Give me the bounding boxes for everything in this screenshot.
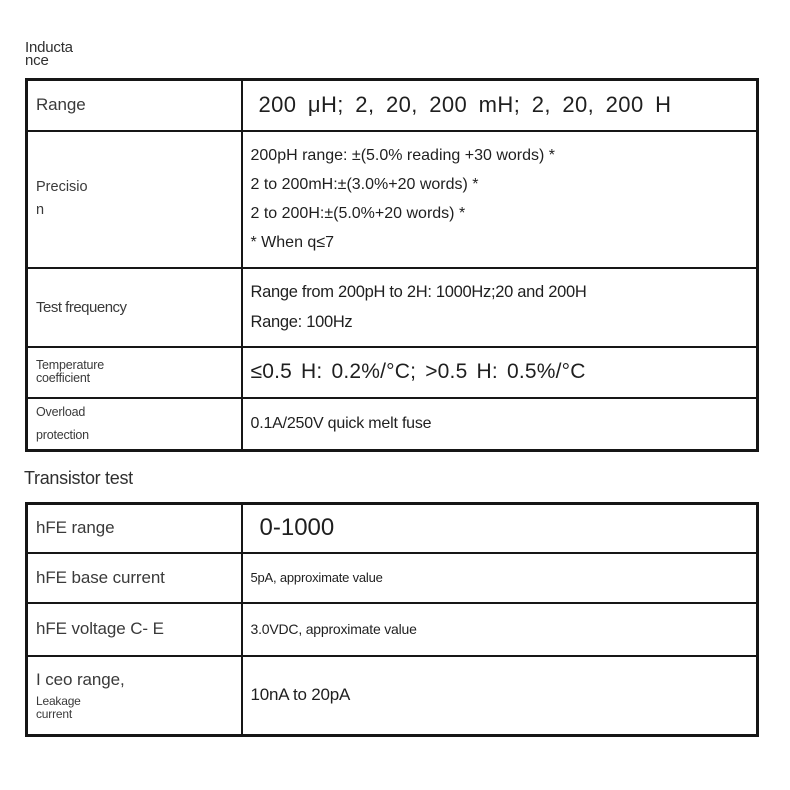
row-label-overload-protection	[27, 398, 242, 451]
label-line: n	[36, 202, 45, 218]
value-line: Range: 100Hz	[250, 313, 353, 331]
row-label-hfe-range: hFE range	[27, 504, 242, 553]
label-line: Precisio	[36, 179, 88, 195]
label-line: Temperature	[36, 357, 104, 372]
row-label-test-frequency: Test frequency	[27, 268, 242, 347]
table-row-hfe-voltage-ce	[27, 603, 758, 656]
row-label-hfe-voltage-ce: hFE voltage C- E	[27, 603, 242, 656]
label-line: current	[36, 706, 72, 721]
label-line: Leakage	[36, 693, 81, 708]
section-title-transistor-test: Transistor test	[24, 468, 133, 488]
row-value-test-frequency	[242, 268, 758, 347]
table-row-precision	[27, 131, 758, 268]
section-title-line: nce	[25, 52, 49, 69]
table-row-hfe-range	[27, 504, 758, 553]
row-value-precision	[242, 131, 758, 268]
row-label-hfe-base-current: hFE base current	[27, 553, 242, 603]
table-row-temperature-coefficient	[27, 347, 758, 398]
inductance-table	[25, 78, 759, 452]
label-line-sub	[36, 695, 233, 721]
label-line: coefficient	[36, 371, 90, 385]
value-line: * When q≤7	[250, 234, 334, 251]
row-value-overload-protection: 0.1A/250V quick melt fuse	[242, 398, 758, 451]
row-label-iceo-range	[27, 656, 242, 736]
row-value-hfe-voltage-ce: 3.0VDC, approximate value	[242, 603, 758, 656]
row-value-range: 200 μH; 2, 20, 200 mH; 2, 20, 200 H	[242, 80, 758, 131]
value-line: 2 to 200H:±(5.0%+20 words) *	[250, 205, 466, 222]
table-row-hfe-base-current	[27, 553, 758, 603]
row-label-temperature-coefficient	[27, 347, 242, 398]
table-row-range	[27, 80, 758, 131]
table-row-test-frequency	[27, 268, 758, 347]
transistor-test-table	[25, 502, 759, 737]
label-line: protection	[36, 427, 89, 442]
row-value-hfe-base-current: 5pA, approximate value	[242, 553, 758, 603]
table-row-iceo-range	[27, 656, 758, 736]
label-line-main: I ceo range,	[36, 669, 125, 689]
section-title-inductance	[25, 41, 73, 67]
section-title-line: Inducta	[25, 39, 73, 56]
value-line: Range from 200pH to 2H: 1000Hz;20 and 200H	[250, 283, 587, 301]
value-line: 200pH range: ±(5.0% reading +30 words) *	[250, 147, 556, 164]
row-label-precision	[27, 131, 242, 268]
row-value-iceo-range: 10nA to 20pA	[242, 656, 758, 736]
value-line: 2 to 200mH:±(3.0%+20 words) *	[250, 176, 479, 193]
table-row-overload-protection	[27, 398, 758, 451]
row-value-hfe-range: 0-1000	[242, 504, 758, 553]
label-line: Overload	[36, 404, 86, 419]
row-label-range: Range	[27, 80, 242, 131]
row-value-temperature-coefficient: ≤0.5 H: 0.2%/°C; >0.5 H: 0.5%/°C	[242, 347, 758, 398]
